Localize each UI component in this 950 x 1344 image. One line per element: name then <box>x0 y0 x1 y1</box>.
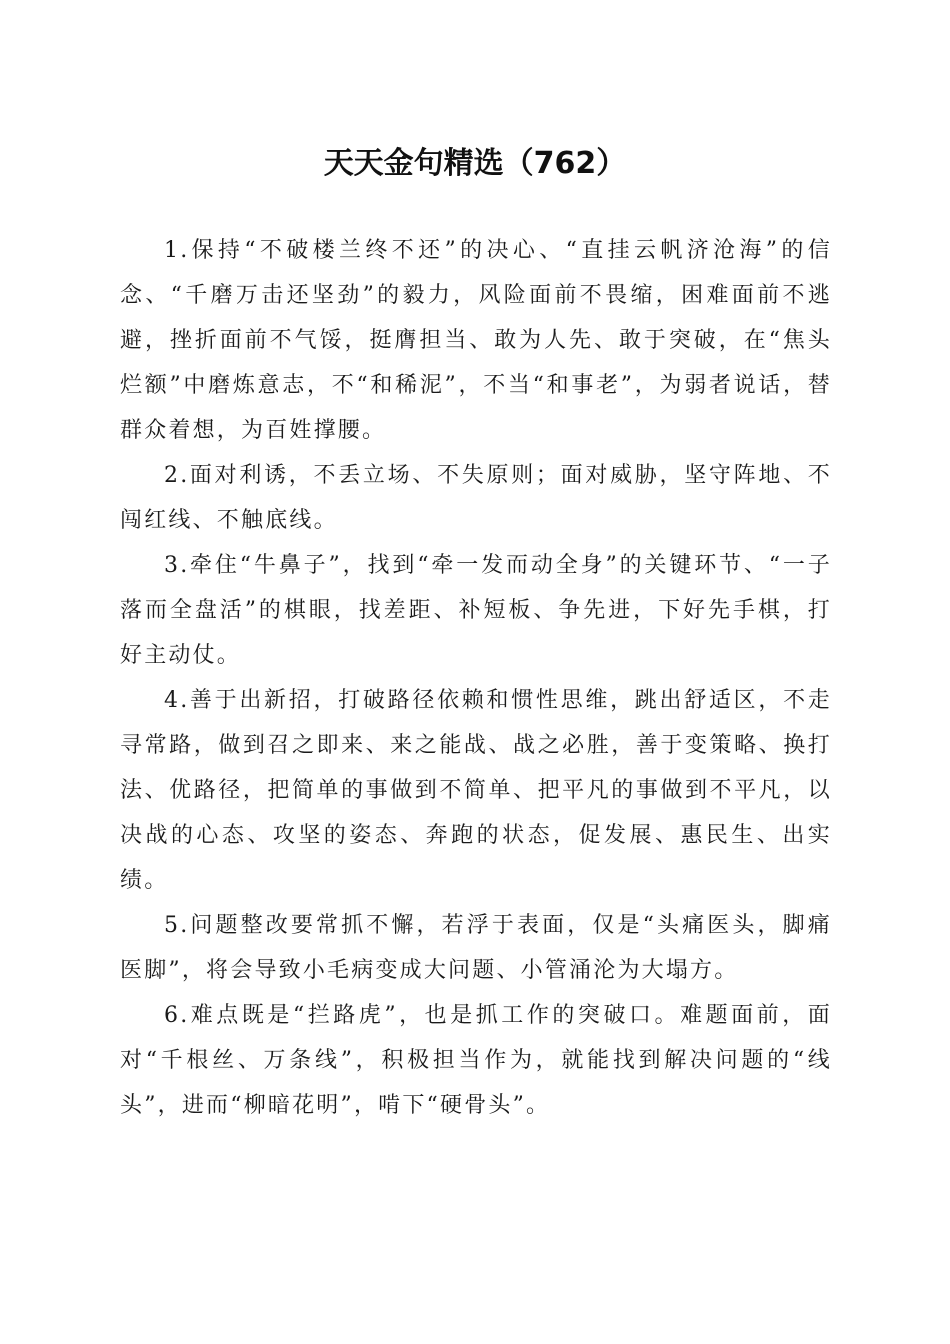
paragraph-2: 2.面对利诱，不丢立场、不失原则；面对威胁，坚守阵地、不闯红线、不触底线。 <box>120 463 832 533</box>
paragraph-6: 6.难点既是“拦路虎”，也是抓工作的突破口。难题面前，面对“千根丝、万条线”，积极担当作为，就能找到解决问题的“线头”，进而“柳暗花明”，啃下“硬骨头”。 <box>120 1003 832 1118</box>
page-title: 天天金句精选（762） <box>323 146 627 181</box>
paragraph-4: 4.善于出新招，打破路径依赖和惯性思维，跳出舒适区，不走寻常路，做到召之即来、来之能战、战之必胜，善于变策略、换打法、优路径，把简单的事做到不简单、把平凡的事做到不平凡，以决战的心态、攻坚的姿态、奔跑的状态，促发展、惠民生、出实绩。 <box>120 688 832 893</box>
paragraph-3: 3.牵住“牛鼻子”，找到“牵一发而动全身”的关键环节、“一子落而全盘活”的棋眼，找差距、补短板、争先进，下好先手棋，打好主动仗。 <box>120 553 832 668</box>
paragraph-1: 1.保持“不破楼兰终不还”的决心、“直挂云帆济沧海”的信念、“千磨万击还坚劲”的毅力，风险面前不畏缩，困难面前不逃避，挫折面前不气馁，挺膺担当、敢为人先、敢于突破，在“焦头烂额”中磨炼意志，不“和稀泥”，不当“和事老”，为弱者说话，替群众着想，为百姓撑腰。 <box>120 238 832 443</box>
paragraph-5: 5.问题整改要常抓不懈，若浮于表面，仅是“头痛医头，脚痛医脚”，将会导致小毛病变成大问题、小管涌沦为大塌方。 <box>120 913 832 983</box>
document-body <box>120 228 832 1128</box>
